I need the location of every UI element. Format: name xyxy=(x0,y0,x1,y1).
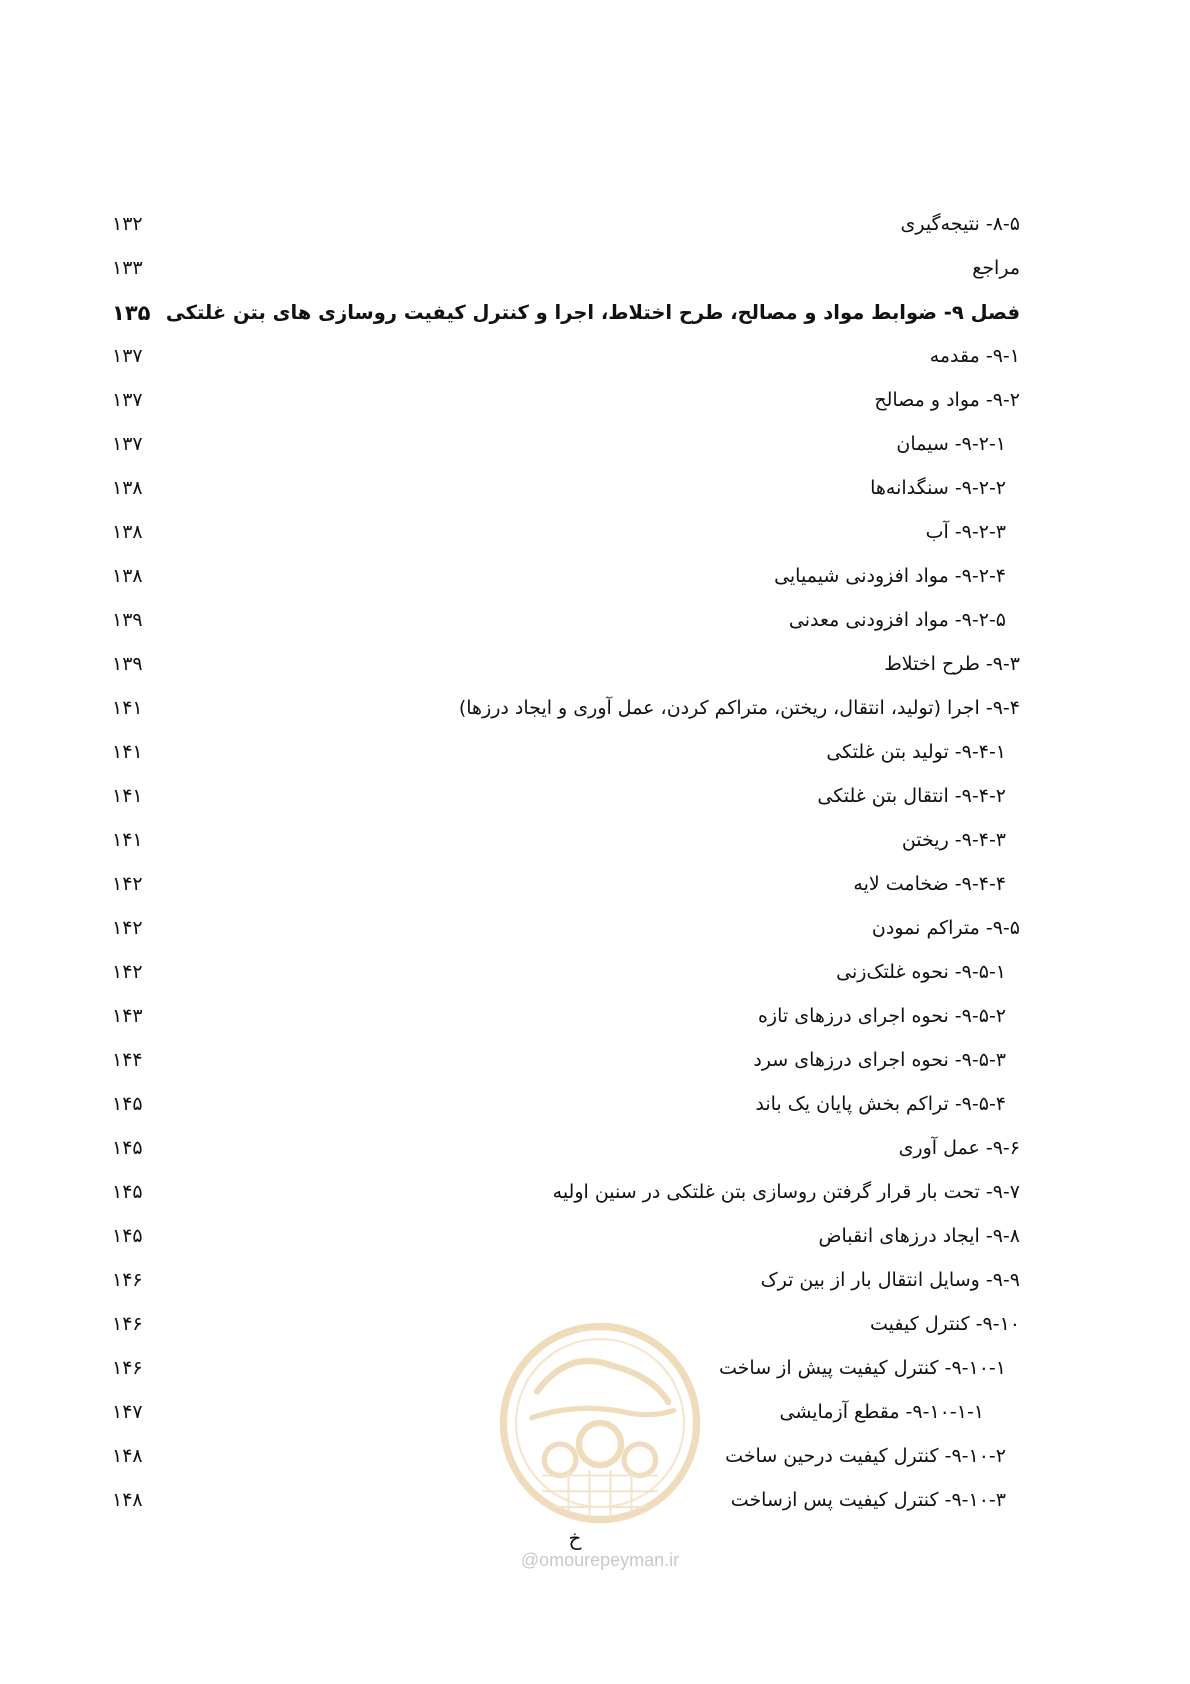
toc-entry-title: ۹-۴-۳- ریختن xyxy=(901,829,1006,851)
toc-entry-title: ۹-۲-۴- مواد افزودنی شیمیایی xyxy=(774,565,1006,587)
toc-entry[interactable] xyxy=(100,345,1020,389)
toc-entry[interactable] xyxy=(100,433,1020,477)
toc-entry-title: ۹-۲-۱- سیمان xyxy=(896,433,1006,455)
toc-entry-page-number: ۱۴۵ xyxy=(112,1093,143,1115)
toc-entry-title: ۹-۹- وسایل انتقال بار از بین ترک xyxy=(760,1269,1020,1291)
toc-entry[interactable] xyxy=(100,653,1020,697)
toc-entry-page-number: ۱۴۱ xyxy=(112,741,143,763)
toc-entry[interactable] xyxy=(100,1269,1020,1313)
toc-entry-page-number: ۱۴۸ xyxy=(112,1445,143,1467)
toc-entry-title: ۹-۵-۱- نحوه غلتک‌زنی xyxy=(836,961,1006,983)
toc-entry-title: ۹-۲-۳- آب xyxy=(925,521,1006,543)
toc-entry[interactable] xyxy=(100,1049,1020,1093)
toc-entry-title: ۹-۱۰- کنترل کیفیت xyxy=(870,1313,1020,1335)
toc-entry-title: ۹-۱۰-۲- کنترل کیفیت درحین ساخت xyxy=(725,1445,1006,1467)
toc-entry-title: ۹-۲- مواد و مصالح xyxy=(874,389,1020,411)
toc-entry[interactable] xyxy=(100,961,1020,1005)
toc-entry[interactable] xyxy=(100,1005,1020,1049)
toc-entry[interactable] xyxy=(100,1181,1020,1225)
toc-entry-title: ۹-۷- تحت بار قرار گرفتن روسازی بتن غلتکی در سنین اولیه xyxy=(552,1181,1020,1203)
toc-entry-page-number: ۱۳۸ xyxy=(112,565,143,587)
toc-entry[interactable] xyxy=(100,1225,1020,1269)
toc-entry-page-number: ۱۴۱ xyxy=(112,697,143,719)
toc-entry-page-number: ۱۴۱ xyxy=(112,829,143,851)
toc-entry[interactable] xyxy=(100,565,1020,609)
toc-entry[interactable] xyxy=(100,389,1020,433)
toc-chapter-entry[interactable] xyxy=(100,301,1020,345)
toc-entry-title: ۹-۱۰-۱- کنترل کیفیت پیش از ساخت xyxy=(719,1357,1006,1379)
toc-entry-title: ۹-۱۰-۱-۱- مقطع آزمایشی xyxy=(779,1401,984,1423)
toc-entry-page-number: ۱۴۶ xyxy=(112,1269,143,1291)
toc-entry-page-number: ۱۴۸ xyxy=(112,1489,143,1511)
toc-entry-page-number: ۱۴۲ xyxy=(112,917,143,939)
toc-entry[interactable] xyxy=(100,829,1020,873)
toc-entry-page-number: ۱۳۲ xyxy=(112,213,143,235)
toc-entry[interactable] xyxy=(100,697,1020,741)
toc-entry-title: ۹-۲-۲- سنگدانه‌ها xyxy=(870,477,1006,499)
toc-entry-page-number: ۱۳۷ xyxy=(112,389,143,411)
toc-entry[interactable] xyxy=(100,741,1020,785)
toc-entry[interactable] xyxy=(100,873,1020,917)
toc-entry-page-number: ۱۴۳ xyxy=(112,1005,143,1027)
toc-entry-page-number: ۱۳۵ xyxy=(112,301,151,325)
toc-entry-title: ۹-۵- متراکم نمودن xyxy=(871,917,1020,939)
toc-entry[interactable] xyxy=(100,785,1020,829)
toc-entry-title: ۹-۸- ایجاد درزهای انقباض xyxy=(818,1225,1020,1247)
toc-entry-page-number: ۱۳۹ xyxy=(112,653,143,675)
toc-entry-title: ۹-۵-۴- تراکم بخش پایان یک باند xyxy=(755,1093,1006,1115)
toc-entry-title: ۹-۴- اجرا (تولید، انتقال، ریختن، متراکم کردن، عمل آوری و ایجاد درزها) xyxy=(458,697,1020,719)
toc-entry[interactable] xyxy=(100,1137,1020,1181)
toc-entry-page-number: ۱۴۴ xyxy=(112,1049,143,1071)
toc-entry-page-number: ۱۴۵ xyxy=(112,1225,143,1247)
toc-entry[interactable] xyxy=(100,257,1020,301)
toc-entry-title: فصل ۹- ضوابط مواد و مصالح، طرح اختلاط، اجرا و کنترل کیفیت روسازی های بتن غلتکی xyxy=(165,301,1020,324)
toc-entry-title: ۹-۳- طرح اختلاط xyxy=(884,653,1020,675)
toc-entry-title: ۹-۶- عمل آوری xyxy=(898,1137,1020,1159)
toc-entry-page-number: ۱۴۵ xyxy=(112,1137,143,1159)
toc-entry[interactable] xyxy=(100,917,1020,961)
toc-entry-title: ۹-۴-۴- ضخامت لایه xyxy=(853,873,1006,895)
toc-entry-page-number: ۱۴۷ xyxy=(112,1401,143,1423)
toc-entry[interactable] xyxy=(100,521,1020,565)
toc-entry-title: ۹-۱۰-۳- کنترل کیفیت پس ازساخت xyxy=(730,1489,1006,1511)
toc-entry-page-number: ۱۳۹ xyxy=(112,609,143,631)
page-number-letter: خ xyxy=(568,1526,582,1550)
watermark-logo xyxy=(495,1318,705,1528)
toc-entry-page-number: ۱۴۱ xyxy=(112,785,143,807)
toc-entry-page-number: ۱۳۷ xyxy=(112,345,143,367)
toc-entry-title: ۹-۵-۲- نحوه اجرای درزهای تازه xyxy=(757,1005,1006,1027)
toc-entry[interactable] xyxy=(100,609,1020,653)
toc-entry-page-number: ۱۳۷ xyxy=(112,433,143,455)
toc-entry-page-number: ۱۴۲ xyxy=(112,873,143,895)
toc-entry-title: ۹-۲-۵- مواد افزودنی معدنی xyxy=(788,609,1006,631)
toc-entry-title: مراجع xyxy=(972,257,1020,279)
toc-entry-page-number: ۱۴۶ xyxy=(112,1313,143,1335)
toc-entry[interactable] xyxy=(100,1093,1020,1137)
toc-entry-title: ۹-۵-۳- نحوه اجرای درزهای سرد xyxy=(753,1049,1006,1071)
toc-entry-title: ۹-۴-۱- تولید بتن غلتکی xyxy=(826,741,1006,763)
toc-entry-page-number: ۱۴۶ xyxy=(112,1357,143,1379)
toc-entry-page-number: ۱۳۸ xyxy=(112,477,143,499)
toc-entry-page-number: ۱۳۳ xyxy=(112,257,143,279)
toc-entry[interactable] xyxy=(100,477,1020,521)
toc-entry-title: ۹-۱- مقدمه xyxy=(929,345,1020,367)
toc-entry-page-number: ۱۴۵ xyxy=(112,1181,143,1203)
toc-entry[interactable] xyxy=(100,213,1020,257)
toc-entry-title: ۸-۵- نتیجه‌گیری xyxy=(900,213,1020,235)
watermark-text: @omourepeyman.ir xyxy=(520,1550,680,1570)
toc-entry-page-number: ۱۳۸ xyxy=(112,521,143,543)
toc-entry-page-number: ۱۴۲ xyxy=(112,961,143,983)
toc-entry-title: ۹-۴-۲- انتقال بتن غلتکی xyxy=(817,785,1006,807)
